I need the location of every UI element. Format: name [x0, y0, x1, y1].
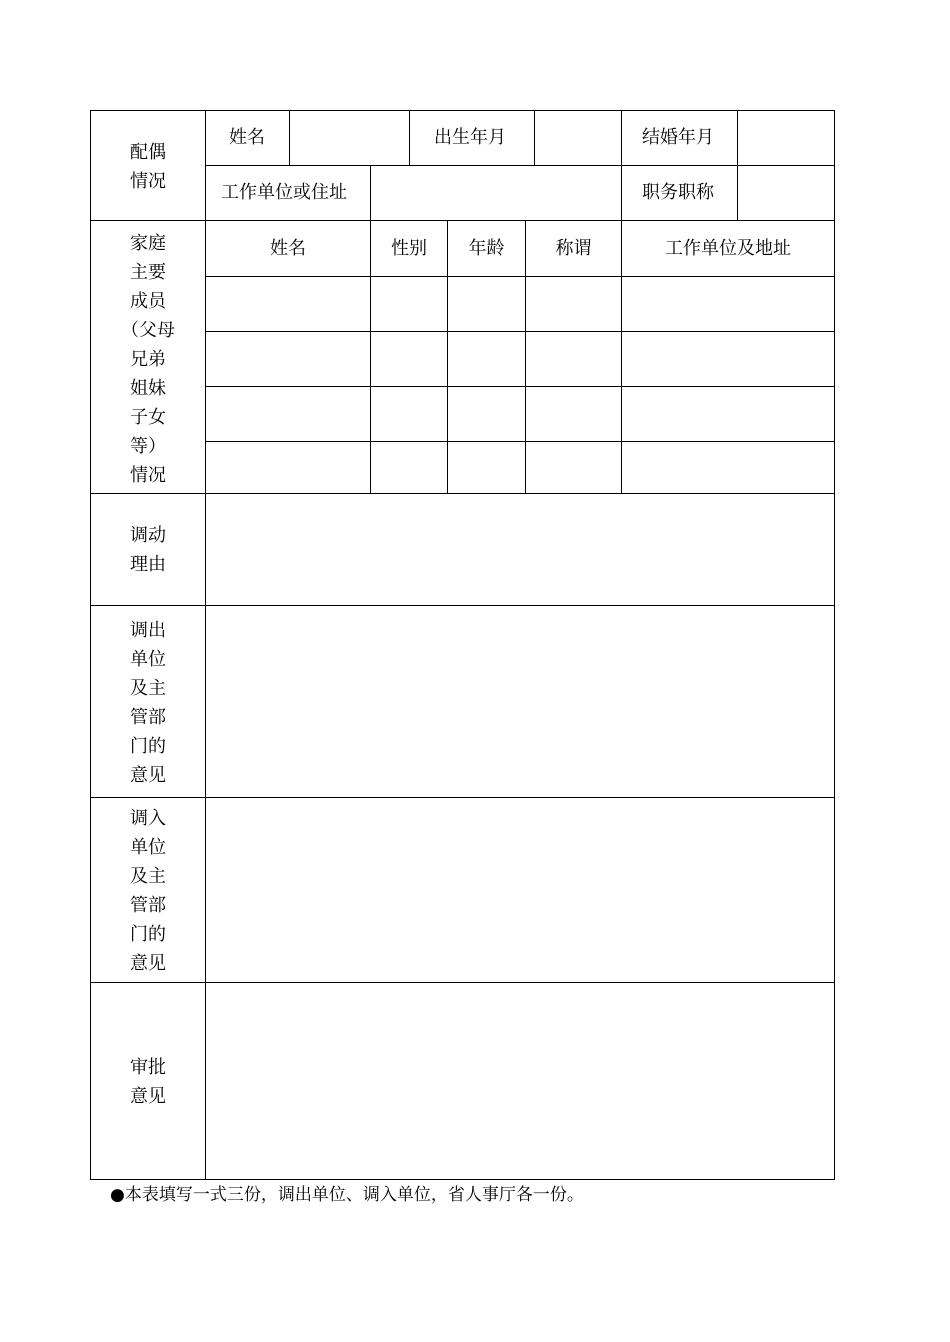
marriage-date-field[interactable]: [738, 111, 834, 165]
family-header-relation: 称谓: [555, 238, 592, 259]
family-header-work-address: 工作单位及地址: [665, 238, 791, 259]
approval-opinion-field[interactable]: [206, 983, 834, 1179]
reason-field[interactable]: [206, 494, 834, 605]
cell-divider: [409, 110, 410, 166]
table-border-top: [90, 110, 835, 111]
in-unit-opinion-label: 调入 单位 及主 管部 门的 意见: [130, 808, 166, 974]
family-section-label: 家庭 主要 成员 （父母 兄弟 姐妹 子女 等） 情况: [121, 233, 175, 486]
spouse-work-label: 工作单位或住址: [221, 182, 347, 203]
spouse-section-label: 配偶 情况: [130, 142, 166, 192]
spouse-name-field[interactable]: [290, 111, 409, 165]
table-border-right: [834, 110, 835, 1180]
spouse-work-field[interactable]: [371, 166, 621, 220]
cell-divider: [621, 110, 622, 221]
approval-opinion-label: 审批 意见: [130, 1057, 166, 1107]
table-row[interactable]: [206, 277, 834, 331]
marriage-date-label: 结婚年月: [642, 127, 714, 148]
spouse-title-field[interactable]: [738, 166, 834, 220]
table-row[interactable]: [206, 387, 834, 441]
spouse-title-label: 职务职称: [642, 182, 714, 203]
footer-note: ●本表填写一式三份，调出单位、调入单位，省人事厅各一份。: [110, 1185, 584, 1205]
reason-section-label: 调动 理由: [130, 525, 166, 575]
family-header-name: 姓名: [270, 238, 306, 259]
table-row[interactable]: [206, 442, 834, 493]
table-row[interactable]: [206, 332, 834, 386]
table-border-bottom: [90, 1179, 835, 1180]
family-header-gender: 性别: [391, 238, 427, 259]
spouse-name-label: 姓名: [229, 127, 265, 148]
section-divider: [90, 220, 835, 221]
family-header-age: 年龄: [468, 238, 505, 259]
spouse-birth-field[interactable]: [535, 111, 621, 165]
out-unit-opinion-field[interactable]: [206, 606, 834, 797]
out-unit-opinion-label: 调出 单位 及主 管部 门的 意见: [130, 620, 166, 786]
in-unit-opinion-field[interactable]: [206, 798, 834, 982]
spouse-birth-label: 出生年月: [434, 127, 506, 148]
